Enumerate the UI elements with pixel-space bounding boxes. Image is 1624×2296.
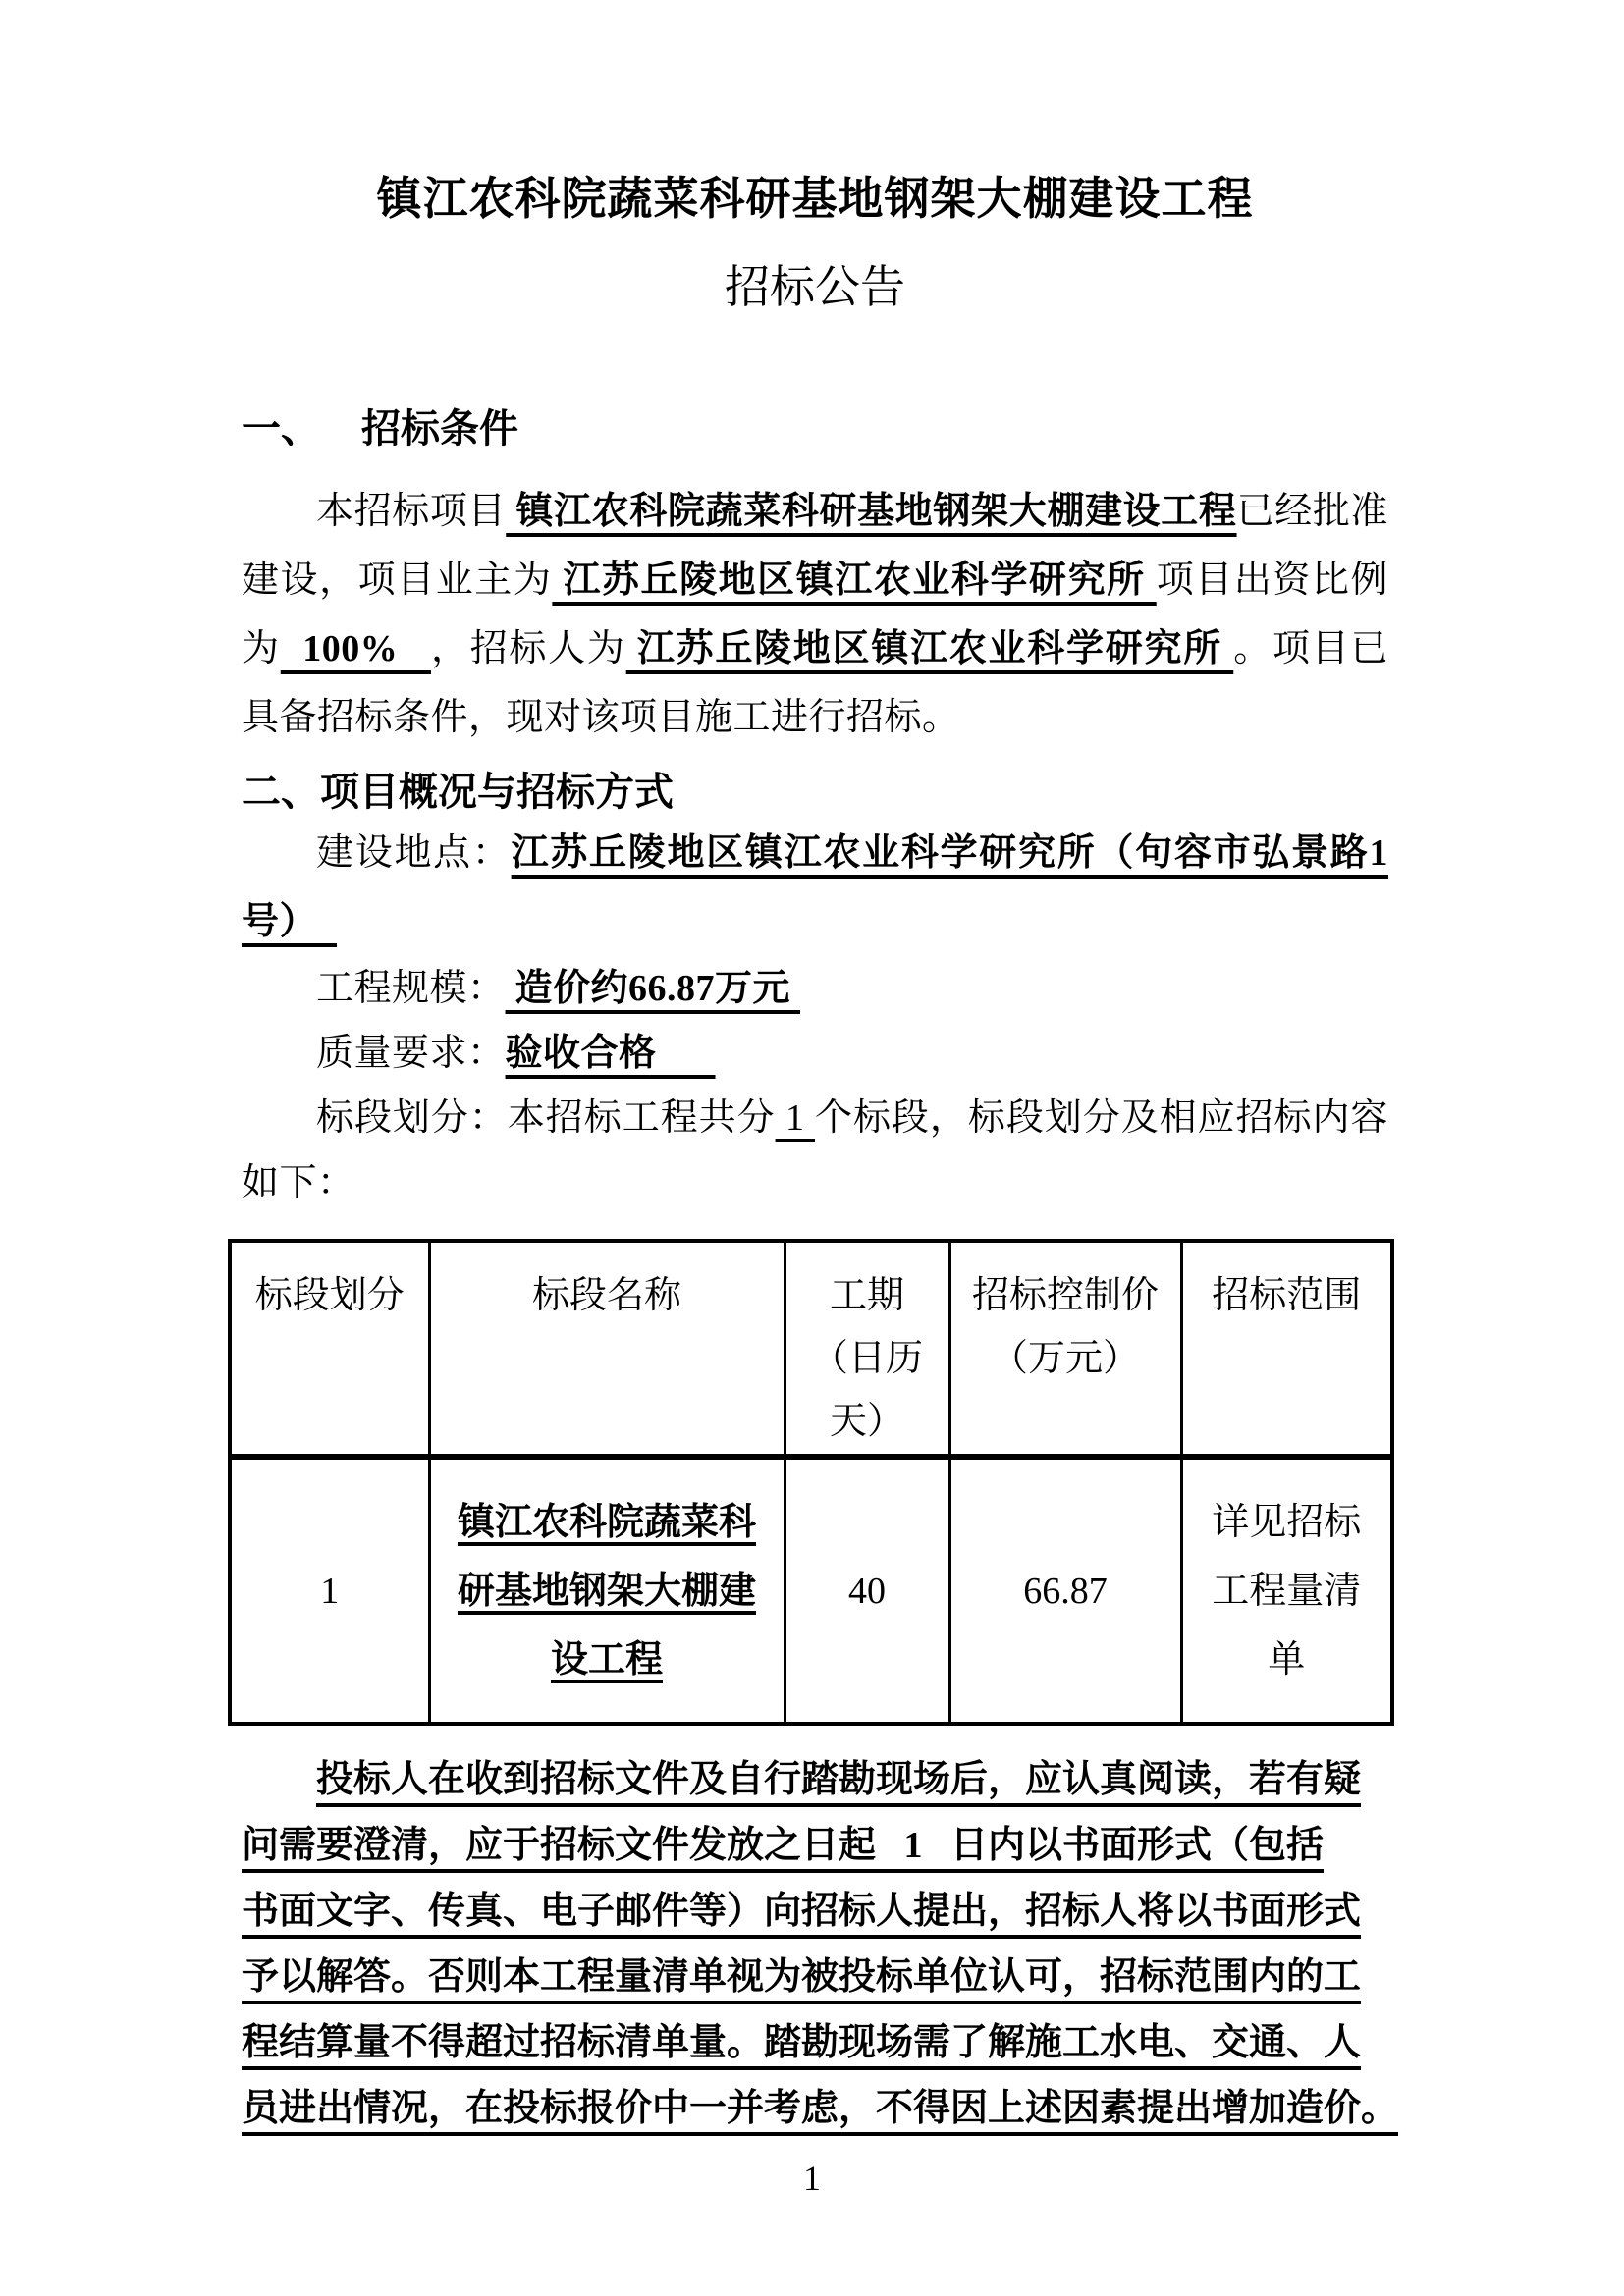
header-line: 标段划分 [254,1275,405,1316]
cell-section-name [429,1457,785,1724]
para-text: 。项目已具备招标条件，现对该项目施工进行招标。 [242,628,1388,738]
cell-duration: 40 [785,1457,949,1724]
section-1-title: 招标条件 [361,406,518,451]
header-line: 招标控制价 [971,1275,1159,1316]
division-text: 标段划分：本招标工程共分 [316,1097,776,1139]
section-2-heading [242,766,1388,819]
quality-requirement-line [242,1021,1388,1086]
section-2-number: 二、 [242,770,320,814]
cell-control-price: 66.87 [949,1457,1181,1724]
section-1-paragraph [242,477,1388,752]
section-name-line: 研基地钢架大棚建 [457,1570,756,1612]
section-1-number: 一、 [242,406,320,451]
page-number: 1 [803,2159,821,2198]
document-subtitle: 招标公告 [725,262,905,312]
table-data-row [230,1457,1392,1724]
header-line: 招标范围 [1212,1275,1362,1316]
document-title: 镇江农科院蔬菜科研基地钢架大棚建设工程 [376,174,1254,224]
scope-line: 详见招标 [1212,1501,1362,1543]
bid-sections-table [228,1239,1394,1726]
col-header-control-price [949,1241,1181,1457]
notice-line: 员进出情况，在投标报价中一并考虑，不得因上述因素提出增加造价。 [242,2088,1399,2129]
notice-line: 书面文字、传真、电子邮件等）向招标人提出，招标人将以书面形式 [242,1891,1362,1932]
quality-value-underlined: 验收合格 [505,1033,716,1074]
section-1-heading [242,402,1388,455]
col-header-scope [1181,1241,1392,1457]
project-owner-underlined: 江苏丘陵地区镇江农业科学研究所 [552,560,1157,601]
bidder-notice-paragraph [242,1747,1399,2142]
header-line: 标段名称 [531,1275,681,1316]
location-label: 建设地点： [316,832,512,874]
cell-scope [1181,1457,1392,1724]
col-header-duration [785,1241,949,1457]
section-name-line: 镇江农科院蔬菜科 [457,1501,756,1543]
para-text: 本招标项目 [316,491,507,532]
col-header-name [429,1241,785,1457]
section-name-line: 设工程 [550,1638,663,1681]
scale-label: 工程规模： [316,968,506,1009]
project-name-underlined: 镇江农科院蔬菜科研基地钢架大棚建设工程 [506,491,1237,532]
para-text: ，招标人为 [430,628,626,669]
scope-line: 工程量清 [1212,1570,1362,1612]
project-scale-line [242,956,1388,1021]
section-division-line [242,1086,1388,1215]
notice-line: 问需要澄清，应于招标文件发放之日起 1 日内以书面形式（包括 [242,1825,1325,1866]
header-line: （万元） [990,1338,1140,1379]
header-line: （日历 [810,1338,923,1379]
construction-location-line [242,819,1388,956]
notice-line: 程结算量不得超过招标清单量。踏勘现场需了解施工水电、交通、人 [242,2022,1362,2063]
notice-line: 予以解答。否则本工程量清单视为被投标单位认可，招标范围内的工 [242,1956,1362,1998]
section-2-title: 项目概况与招标方式 [320,770,674,814]
quality-label: 质量要求： [316,1033,506,1074]
location-value-underlined: 江苏丘陵地区镇江农业科学研究所（句容市弘景路1号） [242,832,1388,942]
header-line: 天） [829,1401,904,1442]
header-line: 工期 [829,1275,904,1316]
scope-line: 单 [1268,1638,1306,1681]
division-text: 个标段，标段划分及相应招标内容如下： [242,1097,1388,1203]
para-text: 项目出资比例为 [242,560,1388,669]
table-header-row [230,1241,1392,1457]
funding-ratio-underlined: 100% [280,628,431,669]
tenderee-underlined: 江苏丘陵地区镇江农业科学研究所 [625,628,1234,669]
cell-division-number: 1 [230,1457,429,1724]
col-header-division [230,1241,429,1457]
scale-value-underlined: 造价约66.87万元 [505,968,801,1009]
para-text: 已经批准建设，项目业主为 [242,491,1388,601]
division-count-underlined: 1 [775,1097,815,1139]
notice-line: 投标人在收到招标文件及自行踏勘现场后，应认真阅读，若有疑 [316,1759,1362,1800]
